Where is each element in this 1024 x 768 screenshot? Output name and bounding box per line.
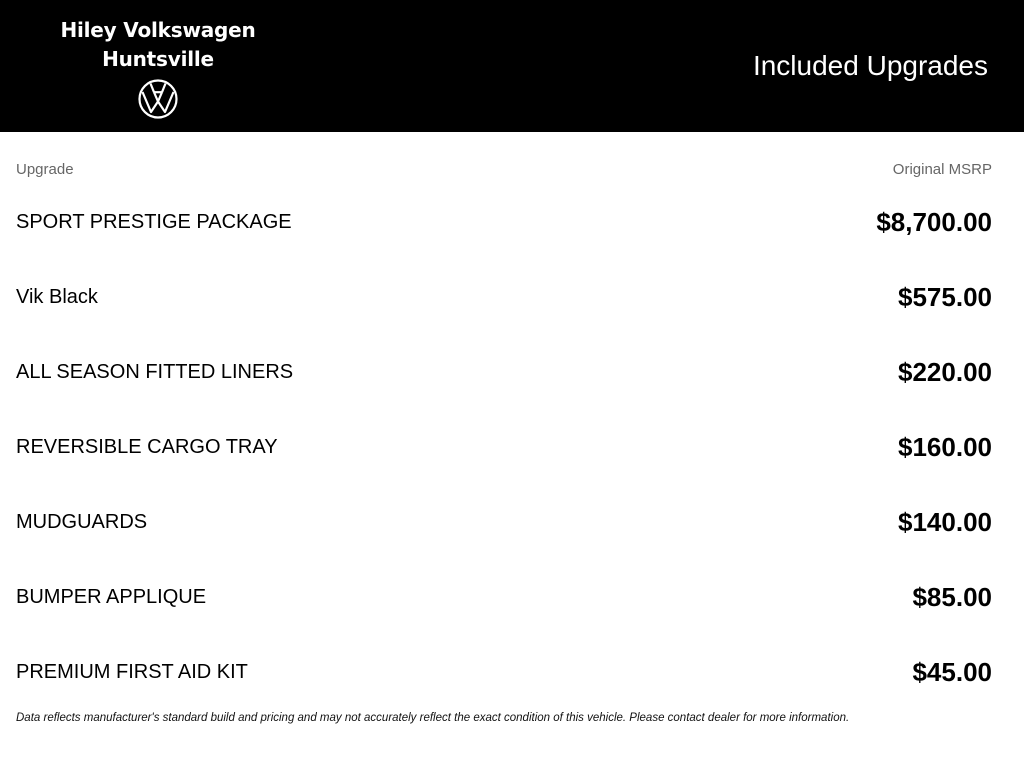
upgrade-name: ALL SEASON FITTED LINERS <box>16 361 294 383</box>
upgrade-price: $45.00 <box>912 657 992 687</box>
upgrade-name: REVERSIBLE CARGO TRAY <box>16 436 278 458</box>
upgrade-name: MUDGUARDS <box>16 511 148 533</box>
upgrade-price: $575.00 <box>898 282 992 312</box>
page-title: Included Upgrades <box>752 50 988 81</box>
upgrades-list <box>16 132 992 733</box>
column-header-msrp: Original MSRP <box>892 161 992 178</box>
upgrade-price: $85.00 <box>912 582 992 612</box>
upgrade-name: SPORT PRESTIGE PACKAGE <box>16 211 292 233</box>
list-item <box>16 358 992 433</box>
upgrade-price: $220.00 <box>898 357 992 387</box>
disclaimer-text: Data reflects manufacturer's standard build and pricing and may not accurately reflect the exact condition of this vehicle. Please contact dealer for more information. <box>16 712 850 724</box>
upgrade-price: $160.00 <box>898 432 992 462</box>
column-header-upgrade: Upgrade <box>16 161 74 178</box>
list-item <box>16 508 992 583</box>
header-bar <box>0 0 1024 132</box>
column-headers <box>16 132 992 208</box>
upgrade-name: PREMIUM FIRST AID KIT <box>16 661 248 683</box>
vw-logo-icon <box>138 79 178 119</box>
list-item <box>16 208 992 283</box>
list-item <box>16 583 992 658</box>
dealer-name-line2: Huntsville <box>102 47 214 71</box>
upgrade-name: BUMPER APPLIQUE <box>16 586 207 608</box>
list-item <box>16 433 992 508</box>
dealer-name-line1: Hiley Volkswagen <box>60 18 256 42</box>
upgrade-price: $140.00 <box>898 507 992 537</box>
upgrade-price: $8,700.00 <box>876 207 992 237</box>
upgrade-name: Vik Black <box>16 286 98 308</box>
dealer-brand <box>58 16 258 119</box>
list-item <box>16 283 992 358</box>
